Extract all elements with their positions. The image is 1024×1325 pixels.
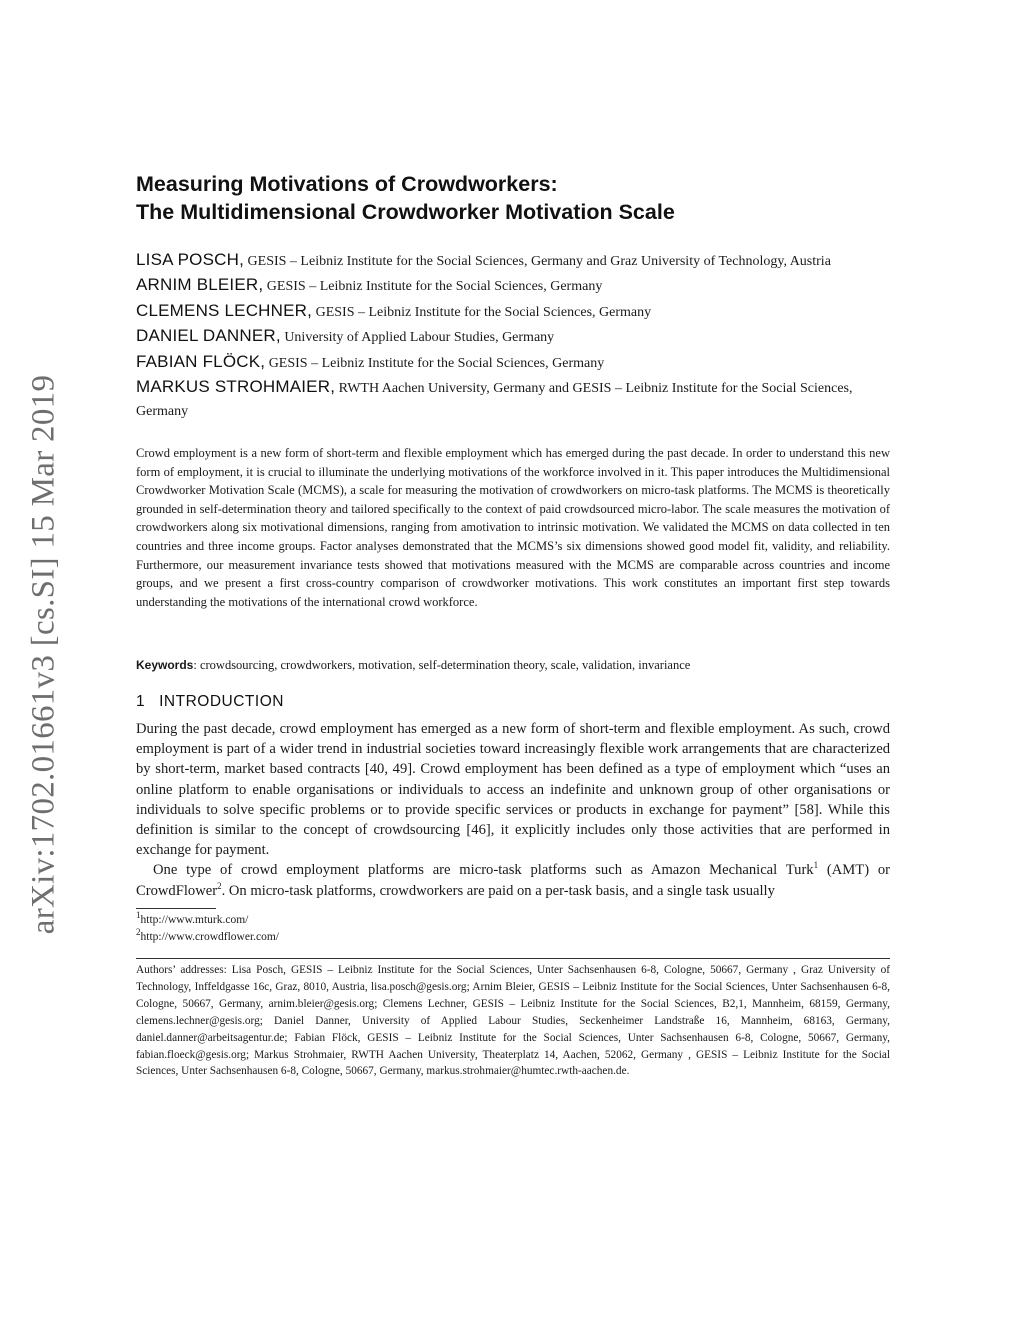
footnote-ref[interactable]: 1 — [813, 860, 819, 871]
footnote-mark: 2 — [136, 926, 141, 937]
footnote-mark: 1 — [136, 910, 141, 921]
footnotes — [136, 912, 279, 945]
introduction-body — [136, 719, 890, 901]
author-name: CLEMENS LECHNER, — [136, 300, 313, 320]
arxiv-stamp — [22, 364, 66, 944]
author-entry — [136, 273, 892, 298]
footnote — [136, 926, 280, 946]
author-affiliation: GESIS – Leibniz Institute for the Social Sciences, Germany and Graz University of Technology, Austria — [244, 254, 831, 269]
abstract: Crowd employment is a new form of short-term and flexible employment which has emerged during the past decade. In order to understand this new form of employment, it is crucial to illuminate the underlying motivations of the workforce involved in it. This paper introduces the Multidimensional Crowdworker Motivation Scale (MCMS), a scale for measuring the motivation of crowdworkers on micro-task platforms. The MCMS is theoretically grounded in self-determination theory and tailored specifically to the context of paid crowdsourced micro-labor. The scale measures the motivation of crowdworkers along six motivational dimensions, ranging from amotivation to intrinsic motivation. We validated the MCMS on data collected in ten countries and three income groups. Factor analyses demonstrated that the MCMS’s six dimensions showed good model fit, validity, and reliability. Furthermore, our measurement invariance tests showed that motivations measured with the MCMS are comparable across countries and income groups, and we present a first cross-country comparison of crowdworker motivations. This work constitutes an important first step towards understanding the motivations of the international crowd workforce. — [136, 446, 890, 609]
keywords-text: : crowdsourcing, crowdworkers, motivation, self-determination theory, scale, validation, invariance — [193, 658, 691, 672]
author-entry — [136, 299, 892, 324]
footnote-link[interactable]: http://www.mturk.com/ — [140, 914, 249, 926]
author-affiliation: GESIS – Leibniz Institute for the Social Sciences, Germany — [312, 304, 652, 320]
paragraph — [136, 860, 890, 900]
keywords-label: Keywords — [136, 658, 194, 672]
author-entry — [136, 375, 892, 424]
author-affiliation: GESIS – Leibniz Institute for the Social Sciences, Germany — [263, 279, 603, 295]
footnote — [136, 912, 279, 929]
section-heading — [136, 693, 284, 711]
author-name: MARKUS STROHMAIER, — [136, 377, 336, 397]
author-name: LISA POSCH, — [136, 250, 245, 269]
arxiv-stamp-text: arXiv:1702.01661v3 [cs.SI] 15 Mar 2019 — [25, 374, 62, 934]
author-addresses: Authors’ addresses: Lisa Posch, GESIS – Leibniz Institute for the Social Sciences, Unter Sachsenhausen 6-8, Cologne, 50667, Germany , Graz University of Technology, Inffeldgasse 16c, Graz, 8010, Austria, lisa.posch@gesis.org; Arnim Bleier, GESIS – Leibniz Institute for the Social Sciences, Unter Sachsenhausen 6-8, Cologne, 50667, Germany, arnim.bleier@gesis.org; Clemens Lechner, GESIS – Leibniz Institute for the Social Sciences, B2,1, Mannheim, 68159, Germany, clemens.lechner@gesis.org; Daniel Danner, University of Applied Labour Studies, Seckenheimer Landstraße 16, Mannheim, 68163, Germany, daniel.danner@arbeitsagentur.de; Fabian Flöck, GESIS – Leibniz Institute for the Social Sciences, Unter Sachsenhausen 6-8, Cologne, 50667, Germany, fabian.floeck@gesis.org; Markus Strohmaier, RWTH Aachen University, Theaterplatz 14, Aachen, 52062, Germany , GESIS – Leibniz Institute for the Social Sciences, Unter Sachsenhausen 6-8, Cologne, 50667, Germany, markus.strohmaier@humtec.rwth-aachen.de. — [136, 964, 890, 1078]
author-entry — [136, 350, 892, 375]
paper-title — [136, 170, 896, 226]
footnote-divider — [136, 908, 216, 909]
addresses-divider — [136, 958, 890, 959]
section-title: INTRODUCTION — [159, 693, 284, 710]
keywords — [136, 656, 890, 674]
author-affiliation: RWTH Aachen University, Germany and GESIS – Leibniz Institute for the Social Sciences, Germany — [136, 381, 853, 420]
author-name: FABIAN FLÖCK, — [136, 351, 266, 371]
author-list — [136, 248, 892, 424]
author-name: DANIEL DANNER, — [136, 326, 281, 346]
paragraph: During the past decade, crowd employment has emerged as a new form of short-term and flexible employment. As such, crowd employment is part of a wider trend in industrial societies toward increasingly flexible work arrangements that are characterized by short-term, market based contracts [40, 49]. Crowd employment has been defined as a type of employment which “uses an online platform to enable organisations or individuals to access an indefinite and unknown group of other organisations or individuals to solve specific problems or to provide specific services or products in exchange for payment” [58]. While this definition is similar to the concept of crowdsourcing [46], it explicitly includes only those activities that are performed in exchange for payment. — [136, 721, 890, 859]
author-entry — [136, 324, 892, 349]
footnote-link[interactable]: http://www.crowdflower.com/ — [140, 930, 280, 943]
footnote-ref[interactable]: 2 — [217, 880, 222, 891]
section-number: 1 — [136, 693, 146, 710]
author-affiliation: GESIS – Leibniz Institute for the Social Sciences, Germany — [265, 355, 605, 371]
author-entry — [136, 248, 892, 273]
author-name: ARNIM BLEIER, — [136, 275, 264, 295]
title-line-2: The Multidimensional Crowdworker Motivation Scale — [136, 200, 675, 224]
paragraph-text: . On micro-task platforms, crowdworkers are paid on a per-task basis, and a single task usually — [221, 882, 775, 899]
author-affiliation: University of Applied Labour Studies, Germany — [280, 330, 555, 346]
paragraph-text: (AMT) or CrowdFlower — [136, 862, 891, 899]
paragraph-text: One type of crowd employment platforms are micro-task platforms such as Amazon Mechanical Turk — [153, 862, 814, 879]
title-line-1: Measuring Motivations of Crowdworkers: — [136, 172, 558, 196]
